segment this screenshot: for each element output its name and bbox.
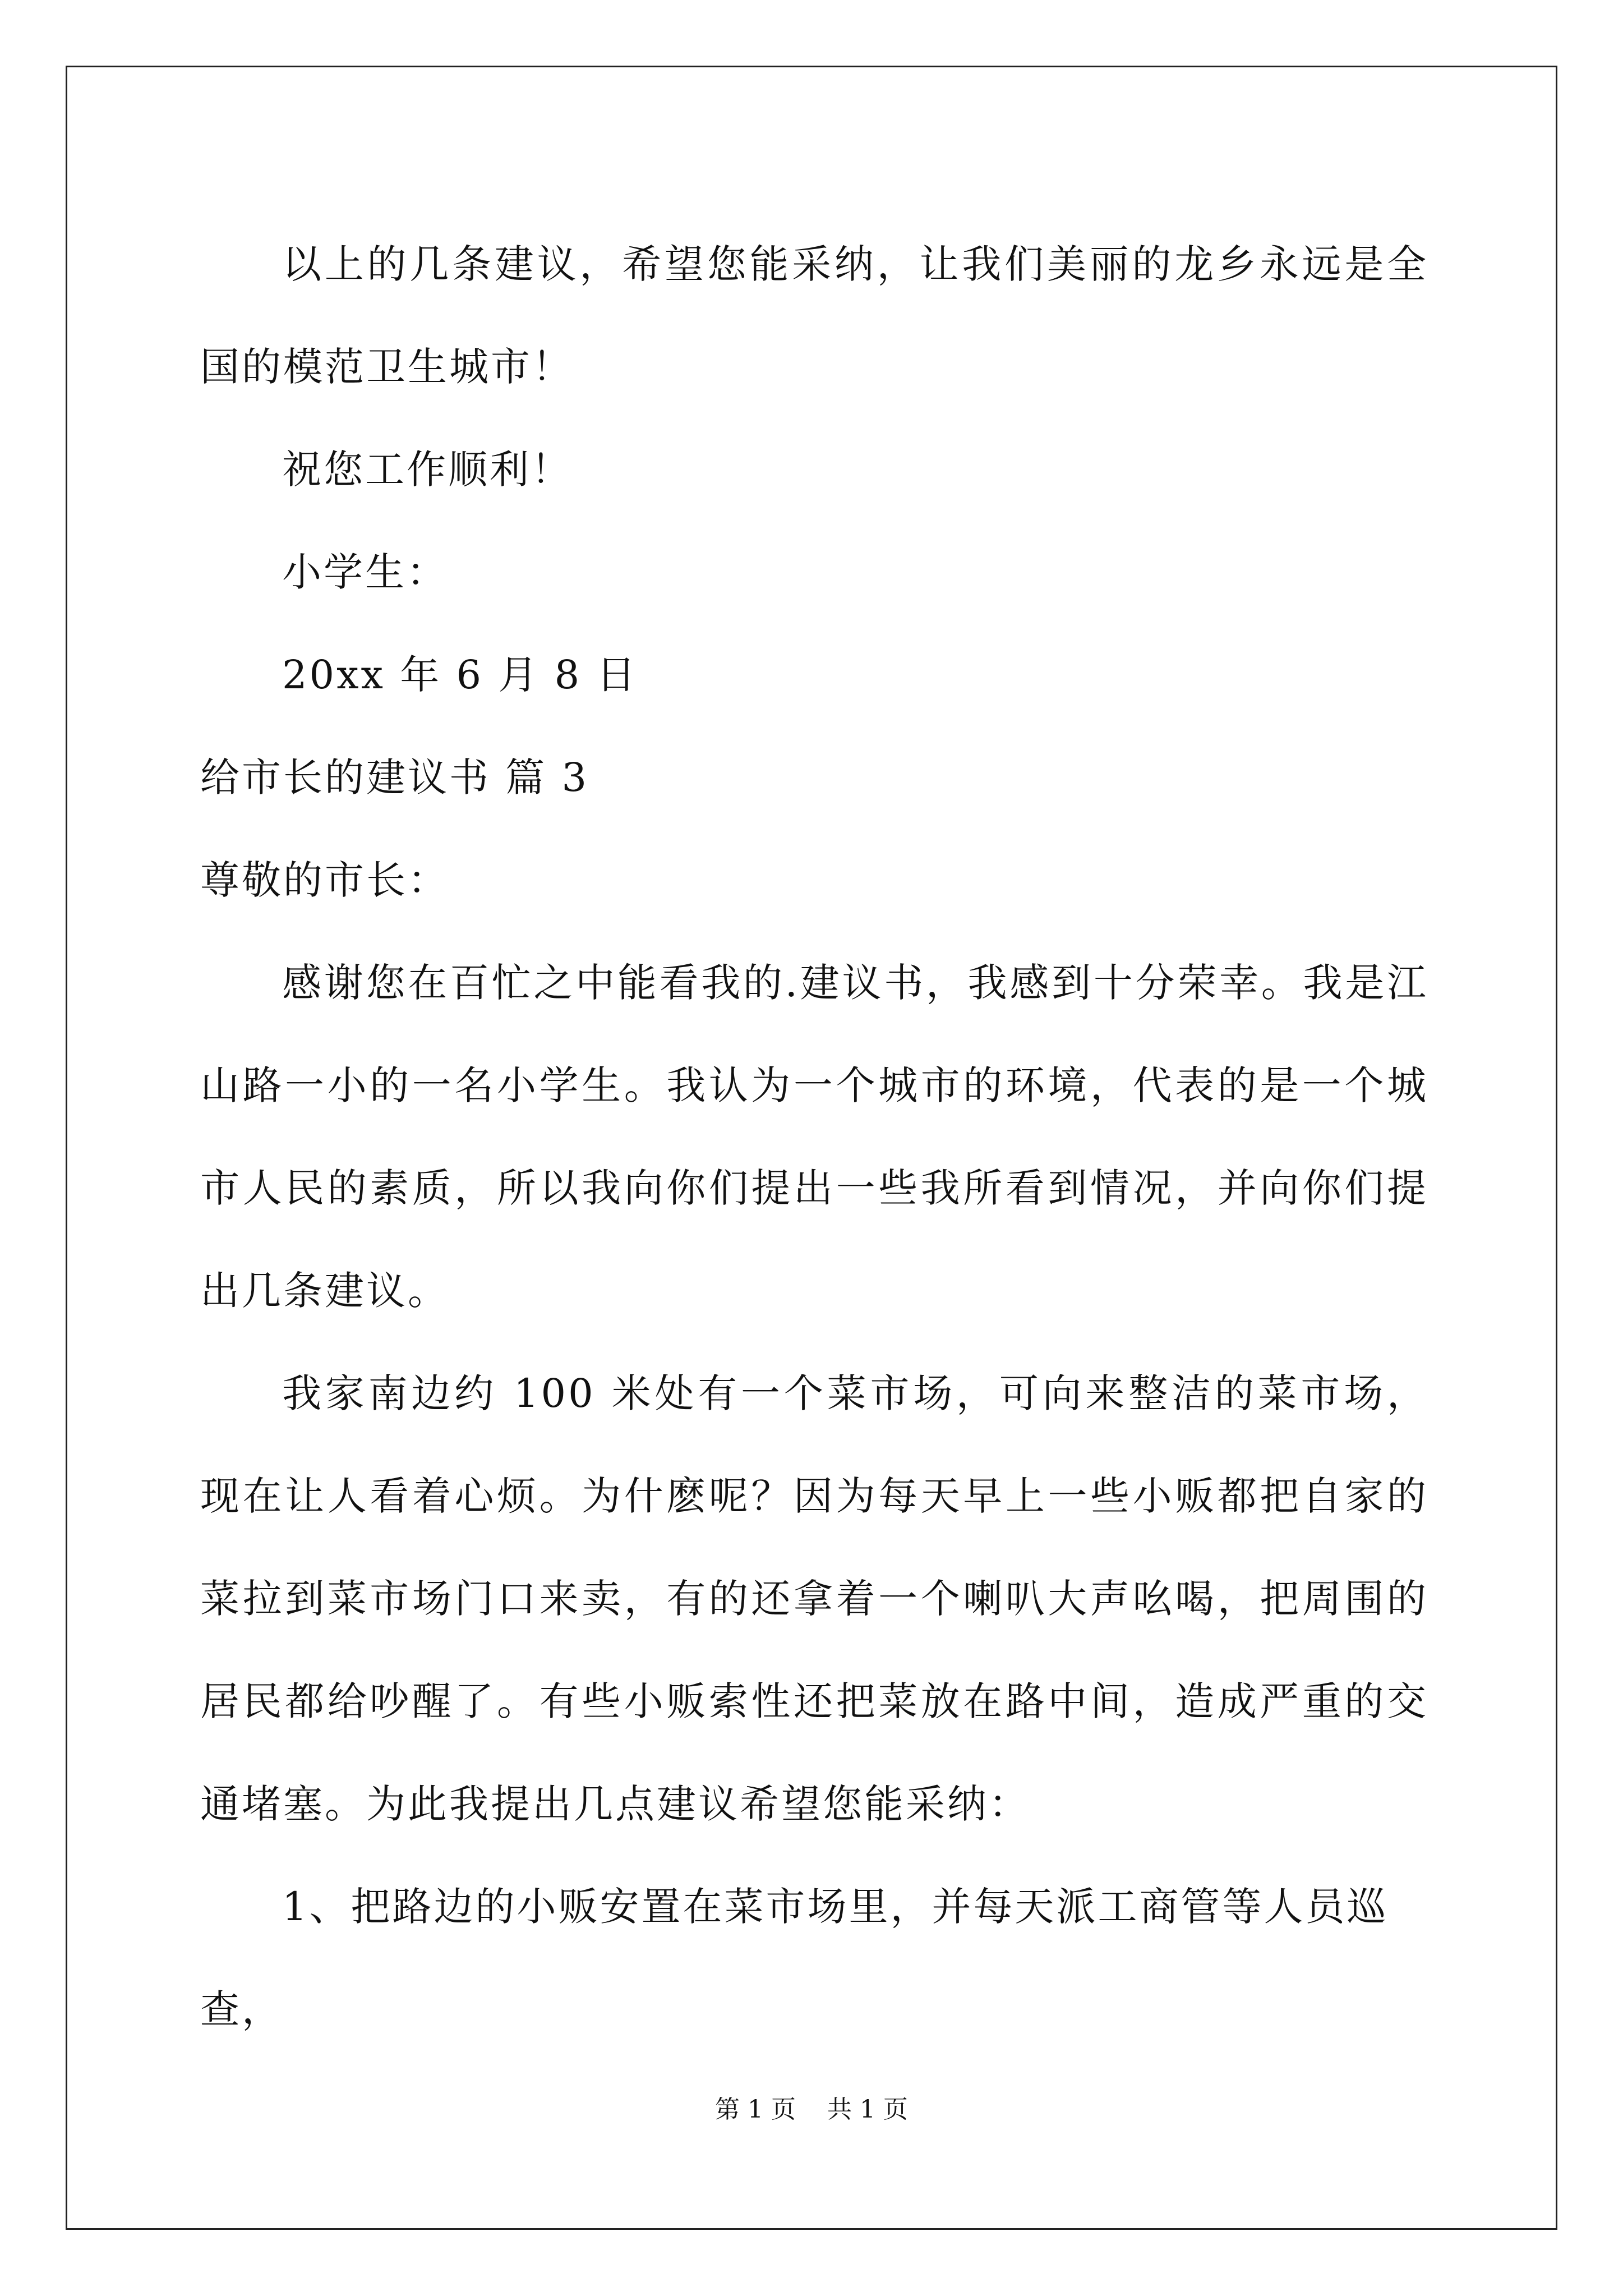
document-body — [200, 213, 1428, 2061]
paragraph-suggestion-1: 1、把路边的小贩安置在菜市场里，并每天派工商管等人员巡查， — [200, 1884, 1389, 2032]
page-footer: 第 1 页 共 1 页 — [715, 2095, 908, 2124]
paragraph-market-problem: 我家南边约 100 米处有一个菜市场，可向来整洁的菜市场，现在让人看着心烦。为什麽呢？因为每天早上一些小贩都把自家的菜拉到菜市场门口来卖，有的还拿着一个喇叭大声吆喝，把周围的居民都给吵醒了。有些小贩索性还把菜放在路中间，造成严重的交通堵塞。为此我提出几点建议希望您能采纳： — [200, 1370, 1428, 1827]
section-title: 给市长的建议书 篇 3 — [200, 754, 589, 800]
paragraph-date: 20xx 年 6 月 8 日 — [282, 652, 638, 698]
paragraph-signature: 小学生： — [282, 549, 448, 595]
salutation: 尊敬的市长： — [200, 857, 449, 903]
paragraph-closing-suggestions: 以上的几条建议，希望您能采纳，让我们美丽的龙乡永远是全国的模范卫生城市！ — [200, 241, 1428, 390]
paragraph-introduction: 感谢您在百忙之中能看我的.建议书，我感到十分荣幸。我是江山路一小的一名小学生。我认为一个城市的环境，代表的是一个城市人民的素质，所以我向你们提出一些我所看到情况，并向你们提出几条建议。 — [200, 960, 1428, 1314]
paragraph-blessing: 祝您工作顺利！ — [282, 447, 573, 493]
